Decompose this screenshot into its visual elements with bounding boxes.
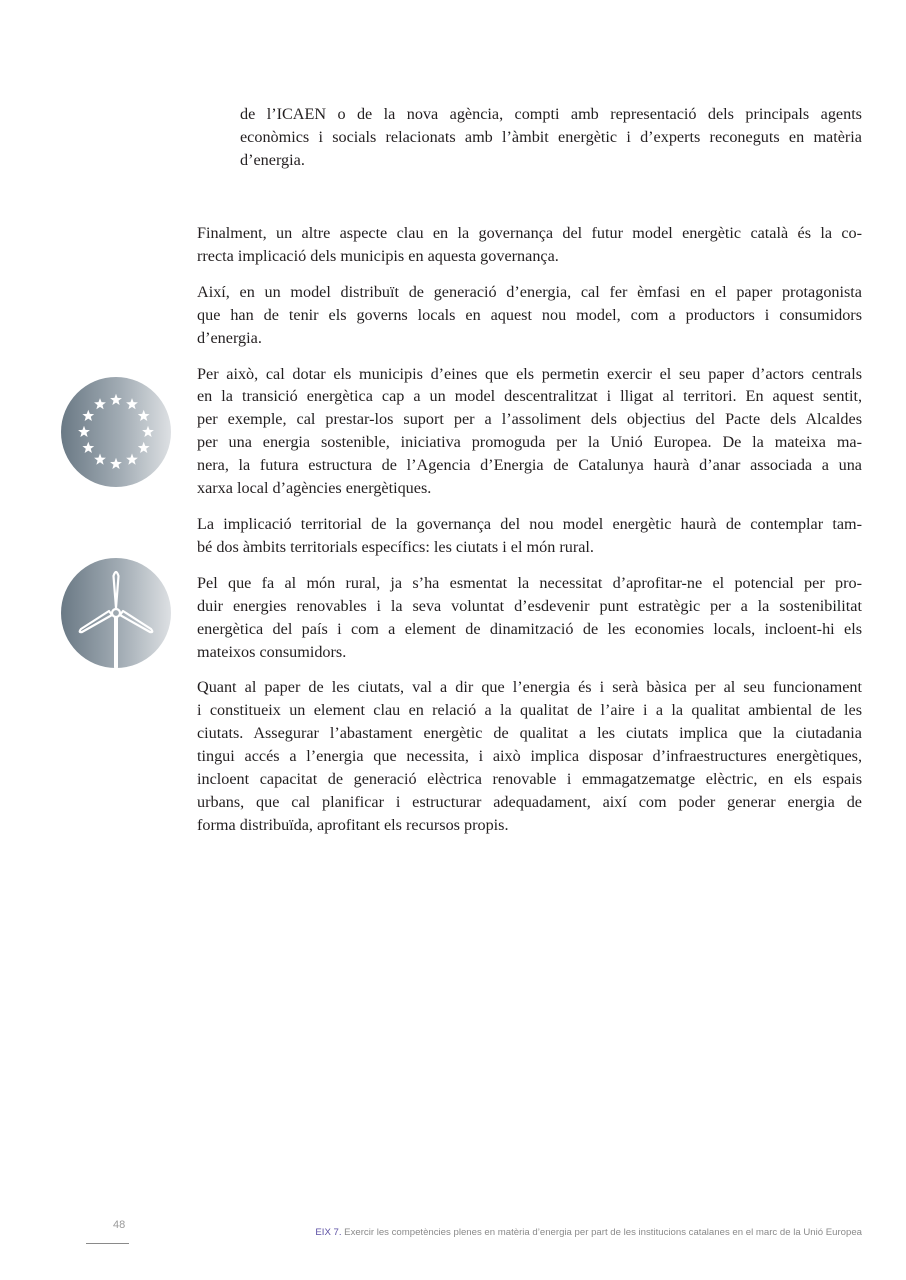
paragraph bbox=[197, 676, 862, 836]
text-line: urbans, que cal planificar i estructurar adequadament, així com poder generar energia de bbox=[197, 792, 862, 811]
star-icon bbox=[142, 426, 154, 437]
paragraph bbox=[197, 281, 862, 350]
eu-stars-icon bbox=[61, 377, 171, 487]
paragraph bbox=[197, 363, 862, 500]
star-icon bbox=[126, 398, 138, 409]
star-icon bbox=[78, 426, 90, 437]
text-line: ciutats. Assegurar l’abastament energètic de qualitat a les ciutats implica que la ciutadania bbox=[197, 724, 862, 743]
paragraph bbox=[197, 572, 862, 664]
text-line: Pel que fa al món rural, ja s’ha esmentat la necessitat d’aprofitar-ne el potencial per pro- bbox=[197, 573, 862, 592]
page-number: 48 bbox=[113, 1219, 126, 1231]
text-line: duir energies renovables i la seva voluntat d’esdevenir punt estratègic per a la sostenibilitat bbox=[197, 596, 862, 615]
text-line: rrecta implicació dels municipis en aquesta governança. bbox=[197, 246, 559, 265]
star-icon bbox=[138, 442, 150, 453]
star-icon bbox=[94, 398, 106, 409]
running-footer bbox=[315, 1227, 862, 1238]
text-line: tingui accés a l’energia que necessita, i això implica disposar d’infraestructures energètiques, bbox=[197, 747, 862, 766]
text-line: xarxa local d’agències energètiques. bbox=[197, 479, 432, 498]
text-line: econòmics i socials relacionats amb l’àmbit energètic i d’experts reconeguts en matèria bbox=[240, 127, 862, 146]
text-line: nera, la futura estructura de l’Agencia d’Energia de Catalunya haurà d’anar associada a una bbox=[197, 456, 862, 475]
body-text bbox=[197, 222, 862, 850]
star-icon bbox=[110, 394, 122, 405]
text-line: per exemple, cal prestar-los suport per a l’assoliment dels objectius del Pacte dels Alcaldes bbox=[197, 410, 862, 429]
text-line: forma distribuïda, aprofitant els recursos propis. bbox=[197, 815, 509, 834]
star-icon bbox=[82, 410, 94, 421]
text-line: Quant al paper de les ciutats, val a dir que l’energia és i serà bàsica per al seu funcionament bbox=[197, 678, 862, 697]
text-line: Així, en un model distribuït de generació d’energia, cal fer èmfasi en el paper protagonista bbox=[197, 282, 862, 301]
wind-turbine-icon bbox=[61, 558, 171, 668]
star-icon bbox=[126, 454, 138, 465]
footer-title: Exercir les competències plenes en matèria d’energia per part de les institucions catalanes en el marc de la Unió Europea bbox=[341, 1227, 862, 1238]
text-line: en la transició energètica cap a un model descentralitzat i lligat al territori. En aquest sentit, bbox=[197, 387, 862, 406]
page-number-rule bbox=[86, 1243, 129, 1244]
paragraph bbox=[197, 222, 862, 268]
text-line: energètica del país i com a element de dinamització de les economies locals, incloent-hi els bbox=[197, 619, 862, 638]
text-line: mateixos consumidors. bbox=[197, 642, 347, 661]
text-line: d’energia. bbox=[197, 328, 262, 347]
text-line: d’energia. bbox=[240, 150, 305, 169]
star-icon bbox=[110, 458, 122, 469]
text-line: per una energia sostenible, iniciativa promoguda per la Unió Europea. De la mateixa ma- bbox=[197, 433, 862, 452]
text-line: Per això, cal dotar els municipis d’eines que els permetin exercir el seu paper d’actors centrals bbox=[197, 364, 862, 383]
text-line: incloent capacitat de generació elèctrica renovable i emmagatzematge elèctric, en els espais bbox=[197, 770, 862, 789]
star-icon bbox=[94, 454, 106, 465]
paragraph bbox=[197, 513, 862, 559]
text-line: La implicació territorial de la governança del nou model energètic haurà de contemplar tam- bbox=[197, 514, 862, 533]
text-line: que han de tenir els governs locals en aquest nou model, com a productors i consumidors bbox=[197, 305, 862, 324]
star-icon bbox=[82, 442, 94, 453]
text-line: i constitueix un element clau en relació a la qualitat de l’aire i a la qualitat ambiental de les bbox=[197, 701, 862, 720]
text-line: Finalment, un altre aspecte clau en la governança del futur model energètic català és la co- bbox=[197, 224, 862, 242]
text-line: bé dos àmbits territorials específics: les ciutats i el món rural. bbox=[197, 537, 594, 556]
footer-axis-label: EIX 7. bbox=[315, 1227, 342, 1238]
quote-block bbox=[240, 103, 862, 172]
text-line: de l’ICAEN o de la nova agència, compti amb representació dels principals agents bbox=[240, 105, 862, 123]
star-icon bbox=[138, 410, 150, 421]
